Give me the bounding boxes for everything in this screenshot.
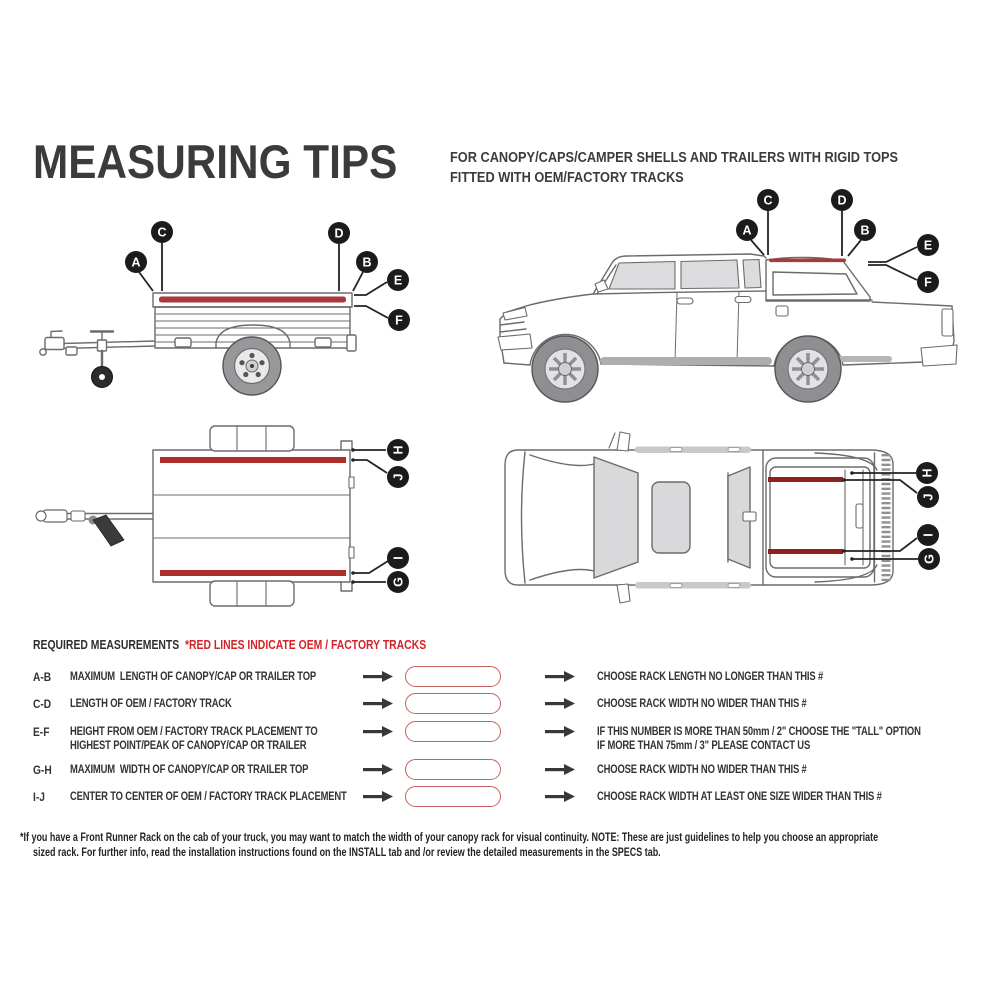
marker-b — [356, 251, 378, 273]
svg-text:F: F — [924, 275, 932, 290]
measurement-value-box[interactable] — [405, 693, 501, 714]
marker-a — [736, 219, 758, 241]
svg-text:D: D — [334, 226, 344, 241]
oem-track-line — [160, 457, 346, 463]
measurement-value-box[interactable] — [405, 666, 501, 687]
arrow-right-icon — [363, 698, 393, 709]
front-bumper — [498, 334, 532, 350]
page-subtitle — [450, 148, 959, 188]
truck-side-view-diagram — [480, 185, 980, 410]
side-mirror — [617, 432, 630, 451]
svg-text:B: B — [860, 223, 870, 238]
rear-wheel — [775, 336, 841, 402]
svg-text:C: C — [157, 225, 167, 240]
marker-j — [917, 486, 939, 508]
running-board — [600, 357, 772, 365]
svg-text:F: F — [395, 313, 403, 328]
arrow-right-icon — [363, 764, 393, 775]
side-mirror — [595, 280, 608, 292]
rear-bumper — [921, 345, 957, 366]
fuel-door — [776, 306, 788, 316]
measurement-guidance: CHOOSE RACK WIDTH NO WIDER THAN THIS # — [597, 764, 807, 776]
measurement-row — [33, 763, 993, 793]
oem-track-line — [769, 259, 846, 263]
legend — [33, 637, 633, 653]
trailer-side-view-diagram — [25, 205, 455, 410]
footnote-line-1: *If you have a Front Runner Rack on the cab of your truck, you may want to match the width of your canopy rack for visual continuity. NOTE: These are just guidelines to help you choose an appropriate — [20, 832, 879, 844]
svg-text:J: J — [921, 493, 936, 501]
svg-text:H: H — [391, 445, 406, 455]
door-handle — [670, 448, 682, 452]
latch — [175, 338, 191, 347]
measurement-id: E-F — [33, 725, 50, 739]
measurement-row — [33, 790, 993, 820]
windshield — [594, 457, 638, 578]
svg-text:B: B — [362, 255, 372, 270]
marker-i — [917, 524, 939, 546]
marker-c — [151, 221, 173, 243]
arrow-right-icon — [545, 671, 575, 682]
measurement-label: MAXIMUM WIDTH OF CANOPY/CAP OR TRAILER TOP — [70, 764, 309, 776]
svg-text:E: E — [923, 238, 933, 253]
oem-track-line — [159, 297, 346, 303]
marker-d — [328, 222, 350, 244]
measurement-value-box[interactable] — [405, 786, 501, 807]
taillight — [347, 335, 356, 351]
arrow-right-icon — [363, 791, 393, 802]
measurement-value-box[interactable] — [405, 759, 501, 780]
svg-text:I: I — [921, 533, 936, 537]
measurement-id: G-H — [33, 763, 52, 777]
marker-a — [125, 251, 147, 273]
marker-j — [387, 466, 409, 488]
page-title: MEASURING TIPS — [33, 135, 398, 188]
measurement-label: MAXIMUM LENGTH OF CANOPY/CAP OR TRAILER TOP — [70, 671, 317, 683]
arrow-right-icon — [363, 671, 393, 682]
marker-e — [387, 269, 409, 291]
door-handle — [735, 297, 751, 303]
oem-track-line — [160, 570, 346, 576]
front-wheel — [532, 336, 598, 402]
measurement-guidance: IF THIS NUMBER IS MORE THAN 50mm / 2" CHOOSE THE "TALL" OPTION IF MORE THAN 75mm / 3" PLEASE CONTACT US — [597, 726, 921, 752]
measurement-guidance: CHOOSE RACK LENGTH NO LONGER THAN THIS # — [597, 671, 824, 683]
svg-text:G: G — [922, 554, 937, 564]
hitch-coupler — [45, 338, 64, 350]
svg-text:C: C — [763, 193, 773, 208]
footnote-line-2: sized rack. For further info, read the installation instructions found on the INSTALL tab and /or review the detailed measurements in the SPECS tab. — [33, 847, 661, 859]
legend-heading: REQUIRED MEASUREMENTS — [33, 637, 180, 652]
measurement-value-box[interactable] — [405, 721, 501, 742]
arrow-right-icon — [545, 791, 575, 802]
marker-g — [387, 571, 409, 593]
legend-red-note: *RED LINES INDICATE OEM / FACTORY TRACKS — [185, 637, 427, 652]
svg-text:G: G — [391, 577, 406, 587]
arrow-right-icon — [545, 698, 575, 709]
fender — [210, 581, 294, 606]
arrow-right-icon — [545, 726, 575, 737]
subtitle-line-1: FOR CANOPY/CAPS/CAMPER SHELLS AND TRAILERS WITH RIGID TOPS — [450, 150, 899, 166]
side-mirror — [617, 584, 630, 603]
marker-b — [854, 219, 876, 241]
svg-text:A: A — [131, 255, 141, 270]
marker-h — [916, 462, 938, 484]
svg-text:D: D — [837, 193, 847, 208]
svg-text:E: E — [393, 273, 403, 288]
marker-f — [917, 271, 939, 293]
marker-c — [757, 189, 779, 211]
measurement-row — [33, 670, 993, 700]
fender — [210, 426, 294, 451]
measurement-label: HEIGHT FROM OEM / FACTORY TRACK PLACEMENT TO HIGHEST POINT/PEAK OF CANOPY/CAP OR TRAILER — [70, 726, 318, 752]
marker-i — [387, 547, 409, 569]
measurement-guidance: CHOOSE RACK WIDTH NO WIDER THAN THIS # — [597, 698, 807, 710]
subtitle-line-2: FITTED WITH OEM/FACTORY TRACKS — [450, 170, 684, 186]
trailer-wheel — [223, 337, 281, 395]
marker-f — [388, 309, 410, 331]
taillight — [942, 309, 953, 336]
marker-h — [387, 439, 409, 461]
canopy-door-handle — [856, 504, 863, 528]
door-handle — [677, 298, 693, 304]
marker-d — [831, 189, 853, 211]
measurement-label: CENTER TO CENTER OF OEM / FACTORY TRACK PLACEMENT — [70, 791, 347, 803]
oem-track-line — [768, 549, 843, 554]
oem-track-line — [768, 477, 843, 482]
measurement-row — [33, 697, 993, 727]
measurement-row — [33, 725, 993, 755]
sunroof — [652, 482, 690, 553]
svg-text:A: A — [742, 223, 752, 238]
svg-text:J: J — [391, 473, 406, 481]
marker-e — [917, 234, 939, 256]
latch — [315, 338, 331, 347]
arrow-right-icon — [545, 764, 575, 775]
measurement-id: A-B — [33, 670, 52, 684]
truck-top-view-diagram — [480, 420, 980, 620]
svg-text:I: I — [391, 556, 406, 560]
trailer-top-view-diagram — [25, 420, 455, 620]
marker-g — [918, 548, 940, 570]
arrow-right-icon — [363, 726, 393, 737]
svg-text:H: H — [920, 468, 935, 478]
measurement-guidance: CHOOSE RACK WIDTH AT LEAST ONE SIZE WIDER THAN THIS # — [597, 791, 882, 803]
measurement-id: C-D — [33, 697, 52, 711]
measurement-label: LENGTH OF OEM / FACTORY TRACK — [70, 698, 232, 710]
measurement-id: I-J — [33, 790, 45, 804]
antenna — [609, 433, 615, 448]
door-handle — [728, 448, 740, 452]
